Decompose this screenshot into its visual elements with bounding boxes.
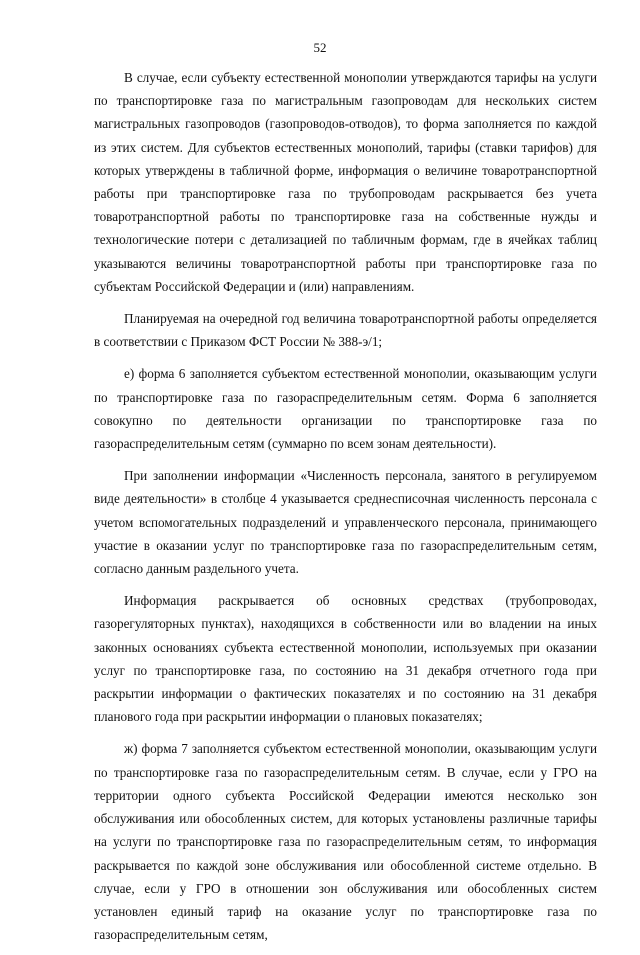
paragraph-tariffs-multiple-systems: В случае, если субъекту естественной монополии утверждаются тарифы на услуги по транспортировке газа по магистральным газопроводам для нескольких систем магистральных газопроводов (газопроводов-отводов), то форма заполняется по каждой из этих систем. Для субъектов естественных монополий, тарифы (ставки тарифов) для которых утверждены в табличной форме, информация о величине товаротранспортной работы при транспортировке газа по трубопроводам раскрывается без учета товаротранспортной работы по транспортировке газа на собственные нужды и технологические потери с детализацией по табличным формам, где в ячейках таблиц указываются величины товаротранспортной работы при транспортировке газа по субъектам Российской Федерации и (или) направлениям. bbox=[94, 70, 597, 294]
document-body bbox=[94, 66, 597, 955]
paragraph-form-7: ж) форма 7 заполняется субъектом естественной монополии, оказывающим услуги по транспортировке газа по газораспределительным сетям. В случае, если у ГРО на территории одного субъекта Российской Федерации имеются несколько зон обслуживания или обособленных систем, для которых установлены различные тарифы на услуги по транспортировке газа по газораспределительным сетям, то информация раскрывается по каждой зоне обслуживания или обособленной системе отдельно. В случае, если у ГРО в отношении зон обслуживания или обособленных систем установлен единый тариф на оказание услуг по транспортировке газа по газораспределительным сетям, bbox=[94, 741, 597, 943]
page-number: 52 bbox=[313, 40, 327, 55]
paragraph-form-6: е) форма 6 заполняется субъектом естественной монополии, оказывающим услуги по транспортировке газа по газораспределительным сетям. Форма 6 заполняется совокупно по деятельности организации по транспортировке газа по газораспределительным сетям (суммарно по всем зонам деятельности). bbox=[94, 366, 597, 452]
paragraph-fixed-assets: Информация раскрывается об основных средствах (трубопроводах, газорегуляторных пунктах), находящихся в собственности или во владении на иных законных основаниях субъекта естественной монополии, используемых при оказании услуг по транспортировке газа, по состоянию на 31 декабря отчетного года при раскрытии информации о фактических показателях и по состоянию на 31 декабря планового года при раскрытии информации о плановых показателях; bbox=[94, 593, 597, 725]
paragraph-planned-transport-work: Планируемая на очередной год величина товаротранспортной работы определяется в соответствии с Приказом ФСТ России № 388-э/1; bbox=[94, 311, 597, 350]
paragraph-personnel-count: При заполнении информации «Численность персонала, занятого в регулируемом виде деятельности» в столбце 4 указывается среднесписочная численность персонала с учетом вспомогательных подразделений и управленческого персонала, принимающего участие в оказании услуг по транспортировке газа по газораспределительным сетям, согласно данным раздельного учета. bbox=[94, 468, 597, 577]
